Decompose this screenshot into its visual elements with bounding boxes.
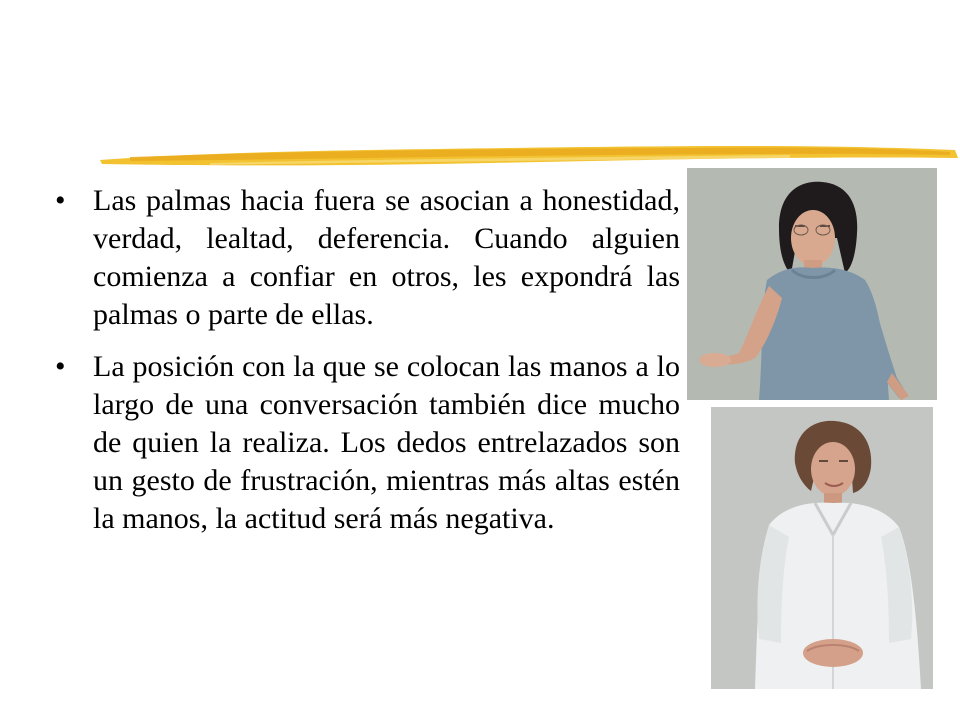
woman-white-shirt-clasped-hands-photo bbox=[711, 407, 933, 689]
woman-gray-shirt-open-palm-photo bbox=[687, 168, 937, 400]
bullet-marker: • bbox=[55, 350, 66, 383]
bullet-text: La posición con la que se colocan las manos a lo largo de una conversación también dice mucho de quien la realiza. Los dedos entrelazados son un gesto de frustración, mientras más altas estén la manos, la actitud será más negativa. bbox=[93, 350, 680, 535]
bullet-marker: • bbox=[55, 184, 66, 217]
bullet-text: Las palmas hacia fuera se asocian a honestidad, verdad, lealtad, deferencia. Cuando alguien comienza a confiar en otros, les expondrá las palmas o parte de ellas. bbox=[93, 184, 680, 331]
bullet-list bbox=[55, 182, 680, 552]
bullet-item bbox=[55, 348, 680, 538]
bullet-item bbox=[55, 182, 680, 334]
